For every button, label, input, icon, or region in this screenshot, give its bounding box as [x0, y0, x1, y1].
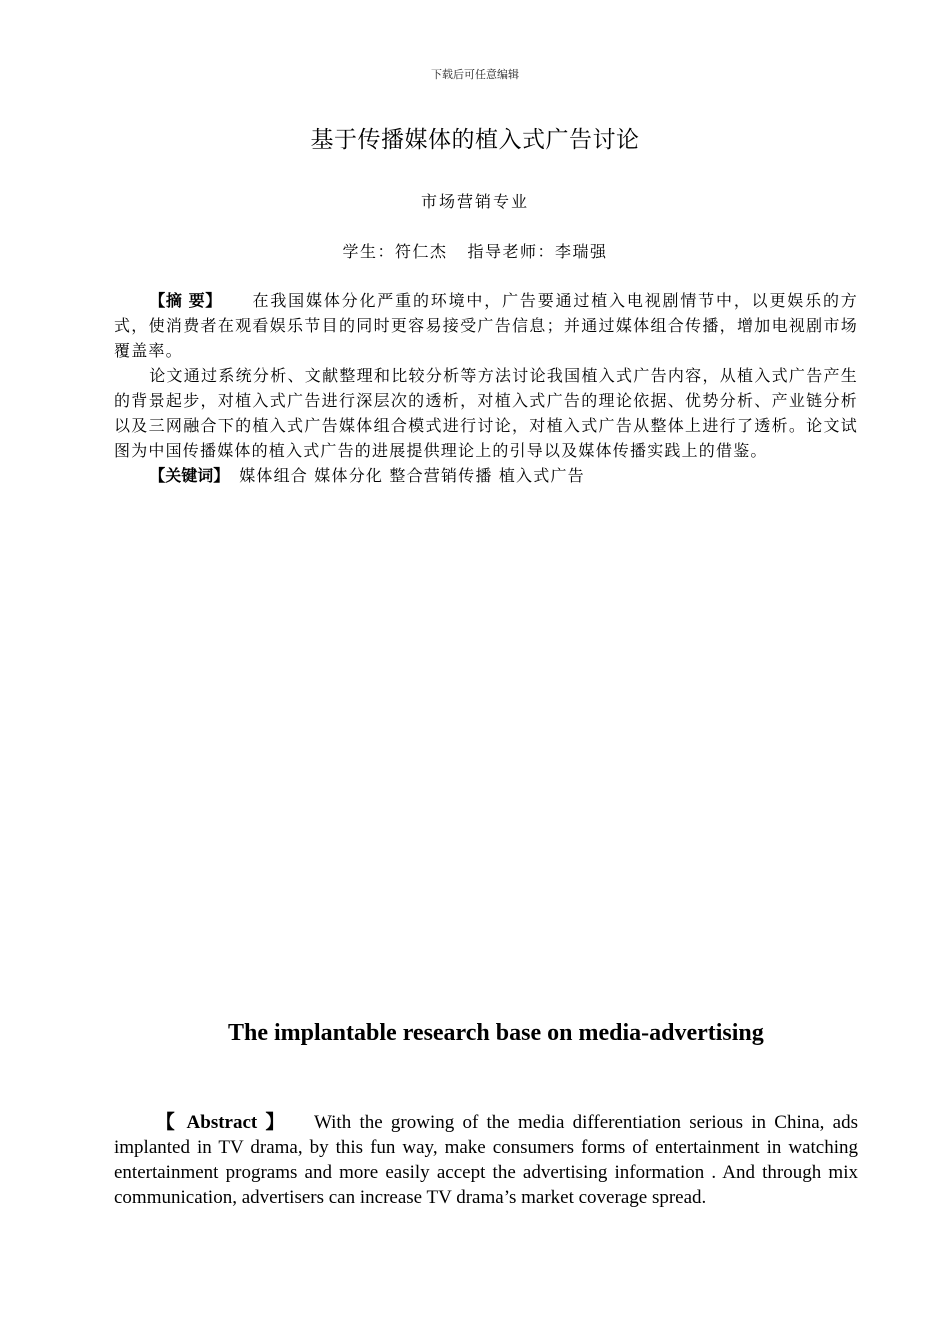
abstract-label: 【摘 要】 [149, 291, 222, 310]
keywords-text: 媒体组合 媒体分化 整合营销传播 植入式广告 [239, 466, 585, 485]
english-abstract-label: 【 Abstract 】 [155, 1112, 288, 1133]
english-title: The implantable research base on media-advertising [228, 1020, 764, 1046]
english-abstract-paragraph [114, 1110, 858, 1210]
student-name: 学生：符仁杰 [342, 242, 448, 261]
chinese-abstract [114, 288, 858, 488]
major: 市场营销专业 [420, 192, 529, 211]
chinese-title: 基于传播媒体的植入式广告讨论 [310, 127, 640, 153]
keywords-line [114, 463, 858, 488]
abstract-text-1: 在我国媒体分化严重的环境中，广告要通过植入电视剧情节中，以更娱乐的方式，使消费者在观看娱乐节目的同时更容易接受广告信息；并通过媒体组合传播，增加电视剧市场覆盖率。 [114, 291, 858, 360]
authors-line [0, 239, 950, 262]
abstract-paragraph-1 [114, 288, 858, 363]
english-abstract [114, 1110, 858, 1210]
english-abstract-text: With the growing of the media differentiation serious in China, ads implanted in TV drama, by this fun way, make consumers forms of entertainment in watching entertainment programs and more easily accept the advertising information . And through mix communication, advertisers can increase TV drama’s market coverage spread. [114, 1112, 858, 1208]
header-note: 下载后可任意编辑 [431, 68, 519, 81]
keywords-label: 【关键词】 [149, 466, 230, 485]
abstract-paragraph-2: 论文通过系统分析、文献整理和比较分析等方法讨论我国植入式广告内容，从植入式广告产生的背景起步，对植入式广告进行深层次的透析，对植入式广告的理论依据、优势分析、产业链分析以及三网融合下的植入式广告媒体组合模式进行讨论，对植入式广告从整体上进行了透析。论文试图为中国传播媒体的植入式广告的进展提供理论上的引导以及媒体传播实践上的借鉴。 [114, 366, 858, 460]
advisor-name: 指导老师：李瑞强 [467, 242, 608, 261]
